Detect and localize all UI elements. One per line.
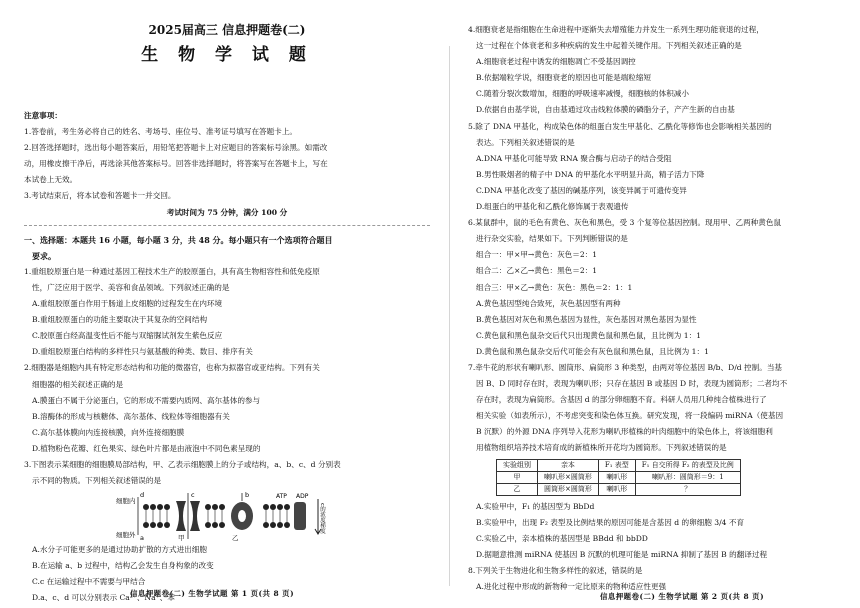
- question-stem: 用植物组织培养技术培育成的新植株所开花均为圆筒形。下列叙述错误的是: [476, 443, 727, 453]
- phospholipid-bottom-row: [143, 522, 290, 528]
- question-option: A.实验甲中，F₁ 的基因型为 BbDd: [476, 501, 595, 511]
- question-4: [468, 22, 842, 119]
- question-stem: 存在时，表现为扁筒形。含基因 d 的部分卵细胞不育。科研人员用几种纯合植株进行了: [476, 395, 767, 405]
- table-header-cell: 实验组别: [497, 459, 538, 471]
- table-cell: 喇叭形×圆筒形: [538, 471, 599, 483]
- membrane-diagram: [24, 489, 430, 542]
- question-option: B.依据端粒学说，细胞衰老的原因也可能是端粒缩短: [476, 73, 652, 83]
- question-option: D.重组胶原蛋白结构的多样性只与氨基酸的种类、数目、排序有关: [32, 347, 253, 357]
- question-5: [468, 119, 842, 216]
- exam-title: 2025届高三 信息押题卷(二): [148, 23, 306, 37]
- question-option: C.c 在运输过程中不需要与甲结合: [32, 577, 146, 587]
- question-option: A.水分子可能更多的是通过协助扩散的方式进出细胞: [32, 545, 207, 555]
- question-7: [468, 360, 842, 563]
- question-option: B.实验甲中，出现 F₂ 表型及比例结果的原因可能是含基因 d 的卵细胞 3/4 不育: [476, 517, 745, 527]
- question-stem: 因 B、D 同时存在时，表现为喇叭形；只存在基因 B 或基因 D 时，表现为圆筒形；二者均不: [476, 379, 788, 389]
- question-option: B.溶酶体的形成与核糖体、高尔基体、线粒体等细胞器有关: [32, 411, 230, 421]
- table-cell: 甲: [497, 471, 538, 483]
- question-option: B.重组胶原蛋白的功能主要取决于其复杂的空间结构: [32, 315, 208, 325]
- label-c: c: [191, 491, 195, 500]
- label-gradient: c的浓度梯度: [319, 503, 325, 534]
- table-cell: 乙: [497, 483, 538, 495]
- label-adp: ADP: [296, 493, 309, 501]
- question-stem: 5.除了 DNA 甲基化，构成染色体的组蛋白发生甲基化、乙酰化等修饰也会影响相关基因的: [468, 121, 772, 131]
- right-column: [468, 0, 842, 608]
- question-option: C.高尔基体膜向内连接核膜，向外连接细胞膜: [32, 427, 185, 437]
- question-stem: 6.某鼠群中，鼠的毛色有黄色、灰色和黑色，受 3 个复等位基因控制。现用甲、乙两种黄色鼠: [468, 218, 782, 228]
- question-option: C.实验乙中，亲本植株的基因型是 BBdd 和 bbDD: [476, 533, 648, 543]
- notes-item: 3.考试结束后，将本试卷和答题卡一并交回。: [24, 191, 176, 201]
- question-option: A.膜蛋白不属于分泌蛋白，它的形成不需要内质网、高尔基体的参与: [32, 395, 261, 405]
- question-stem: 7.牵牛花的形状有喇叭形、圆筒形、扁筒形 3 种类型，由两对等位基因 B/b、D/d 控制。当基: [468, 362, 783, 372]
- question-option: A.重组胶原蛋白作用于肠道上皮细胞的过程发生在内环境: [32, 299, 223, 309]
- question-option: A.进化过程中形成的新物种一定比原来的物种适应性更强: [476, 582, 667, 591]
- table-header-cell: F₁ 自交所得 F₂ 的表型及比例: [635, 459, 740, 471]
- question-option: A.黄色基因型纯合致死，灰色基因型有两种: [476, 298, 621, 308]
- question-option: A.细胞衰老过程中诱发的细胞凋亡不受基因调控: [476, 57, 636, 67]
- table-cell: 喇叭形: [598, 471, 635, 483]
- question-option: B.黄色基因对灰色和黑色基因为显性，灰色基因对黑色基因为显性: [476, 314, 697, 324]
- footer-page-2: 信息押题卷(二) 生物学试题 第 2 页(共 8 页): [600, 592, 765, 601]
- question-option: B.男性吸烟者的精子中 DNA 的甲基化水平明显升高，精子活力下降: [476, 169, 705, 179]
- label-yi: 乙: [232, 534, 239, 543]
- right-body: [468, 22, 842, 595]
- table-row: [497, 471, 741, 483]
- table-cell: 圆筒形×圆筒形: [538, 483, 599, 495]
- question-stem: 8.下列关于生物进化和生物多样性的叙述，错误的是: [468, 565, 643, 575]
- cross-group: 组合一：甲×甲→黄色：灰色＝2：1: [476, 250, 598, 260]
- label-jia: 甲: [178, 534, 185, 543]
- question-2: [24, 360, 430, 457]
- question-option: D.依据自由基学说，自由基通过攻击线粒体膜的磷脂分子，产产生新的自由基: [476, 105, 735, 115]
- table-header-row: [497, 459, 741, 471]
- table-header-cell: 亲本: [538, 459, 599, 471]
- cross-group: 组合三：甲×乙→黄色：灰色：黑色＝2：1：1: [476, 282, 633, 292]
- question-stem: 进行杂交实验，结果如下。下列判断错误的是: [476, 234, 628, 244]
- notes-heading: 注意事项：: [24, 111, 62, 120]
- notes-item: 本试卷上无效。: [24, 175, 78, 185]
- question-stem: 4.细胞衰老是指细胞在生命进程中逐渐失去增殖能力并发生一系列生理功能衰退的过程，: [468, 25, 764, 34]
- footer-page-1: 信息押题卷(二) 生物学试题 第 1 页(共 8 页): [130, 588, 295, 598]
- table-header-cell: F₁ 表型: [598, 459, 635, 471]
- label-atp: ATP: [276, 493, 287, 501]
- notes-item: 1.答卷前，考生务必将自己的姓名、考场号、座位号、准考证号填写在答题卡上。: [24, 127, 298, 137]
- table-cell: ？: [635, 483, 740, 495]
- table-cell: 喇叭形: [598, 483, 635, 495]
- channel-protein-jia-half: [190, 501, 200, 531]
- exam-time-info: 考试时间为 75 分钟，满分 100 分: [166, 207, 288, 217]
- notes-item: 2.回答选择题时，选出每小题答案后，用铅笔把答题卡上对应题目的答案标号涂黑。如需改: [24, 143, 328, 153]
- question-option: C.黄色鼠和黑色鼠杂交后代只出现黄色鼠和黑色鼠，且比例为 1：1: [476, 330, 702, 340]
- question-option: D.组蛋白的甲基化和乙酰化修饰属于表观遗传: [476, 202, 629, 212]
- question-option: C.胶原蛋白经高温变性后不能与双缩脲试剂发生紫色反应: [32, 331, 223, 341]
- left-body: [24, 108, 430, 607]
- question-option: D.黄色鼠和黑色鼠杂交后代可能会有灰色鼠和黑色鼠，且比例为 1：1: [476, 346, 709, 356]
- label-inside: 细胞内: [116, 497, 136, 506]
- question-option: B.在运输 a、b 过程中，结构乙会发生自身构象的改变: [32, 561, 214, 571]
- section1-heading: 一、选择题：本题共 16 小题，每小题 3 分，共 48 分。每小题只有一个选项符合题目: [24, 234, 333, 245]
- question-stem: 2.细胞器是细胞内具有特定形态结构和功能的微器官，也称为拟器官或亚结构。下列有关: [24, 363, 320, 373]
- question-stem: 示不同的物质。下列相关叙述错误的是: [32, 476, 162, 486]
- question-stem: 这一过程在个体衰老和多种疾病的发生中起着关键作用。下列相关叙述正确的是: [476, 41, 742, 51]
- question-6: [468, 215, 842, 360]
- pump-protein: [294, 502, 306, 530]
- left-column: [24, 0, 430, 608]
- subject-title: 生 物 学 试 题: [141, 45, 313, 65]
- phospholipid-top-row: [143, 504, 290, 510]
- question-stem: 1.重组胶原蛋白是一种通过基因工程技术生产的胶原蛋白，具有高生物相容性和低免疫原: [24, 266, 320, 276]
- notes-item: 动，用橡皮擦干净后，再选涂其他答案标号。回答非选择题时，将答案写在答题卡上，写在: [24, 159, 328, 169]
- cross-group: 组合二：乙×乙→黄色：黑色＝2：1: [476, 266, 598, 276]
- label-outside: 细胞外: [116, 531, 136, 540]
- question-option: D.a、c、d 可以分别表示 Ca²⁺、Na⁺、苯: [32, 593, 175, 603]
- question-1: [24, 264, 430, 361]
- question-option: D.植物粉色花瓣、红色果实、绿色叶片都是由液泡中不同色素呈现的: [32, 443, 261, 453]
- section-divider: [24, 225, 430, 226]
- question-option: C.DNA 甲基化改变了基因的碱基序列，该变异属于可遗传变异: [476, 185, 687, 195]
- label-b: b: [245, 491, 250, 500]
- membrane-figure: [116, 489, 336, 542]
- column-divider: [449, 46, 450, 586]
- question-stem: 细胞器的相关叙述正确的是: [32, 379, 124, 389]
- table-row: [497, 483, 741, 495]
- question-stem: 表达。下列相关叙述错误的是: [476, 137, 575, 147]
- question-stem: 相关实验（如表所示），不考虑突变和染色体互换。研究发现，将一段编码 miRNA（使基因: [476, 411, 784, 421]
- table-cell: 喇叭形：圆筒形＝9：1: [635, 471, 740, 483]
- channel-protein-jia: [176, 501, 186, 531]
- question-option: D.据题意推测 miRNA 使基因 B 沉默的机理可能是 miRNA 抑制了基因 B 的翻译过程: [476, 549, 768, 559]
- question-3: [24, 457, 430, 607]
- section1-heading-cont: 要求。: [32, 250, 56, 261]
- lipid-tails: [146, 510, 287, 522]
- question-stem: B 沉默）的外源 DNA 序列导入花形为喇叭形植株的叶肉细胞中的染色体上，将该细胞利: [476, 427, 773, 437]
- question-option: A.DNA 甲基化可能导致 RNA 聚合酶与启动子的结合受阻: [476, 153, 672, 163]
- question-stem: 3.下图表示某细胞的细胞膜局部结构，甲、乙表示细胞膜上的分子或结构，a、b、c、d 分别表: [24, 459, 341, 469]
- question-option: C.随着分裂次数增加，细胞的呼吸速率减慢，细胞核的体积减小: [476, 89, 689, 99]
- question-stem: 性，广泛应用于医学、美容和食品领域。下列叙述正确的是: [32, 282, 230, 292]
- label-d: d: [140, 491, 145, 500]
- experiment-table: [496, 459, 741, 496]
- label-a: a: [140, 534, 144, 543]
